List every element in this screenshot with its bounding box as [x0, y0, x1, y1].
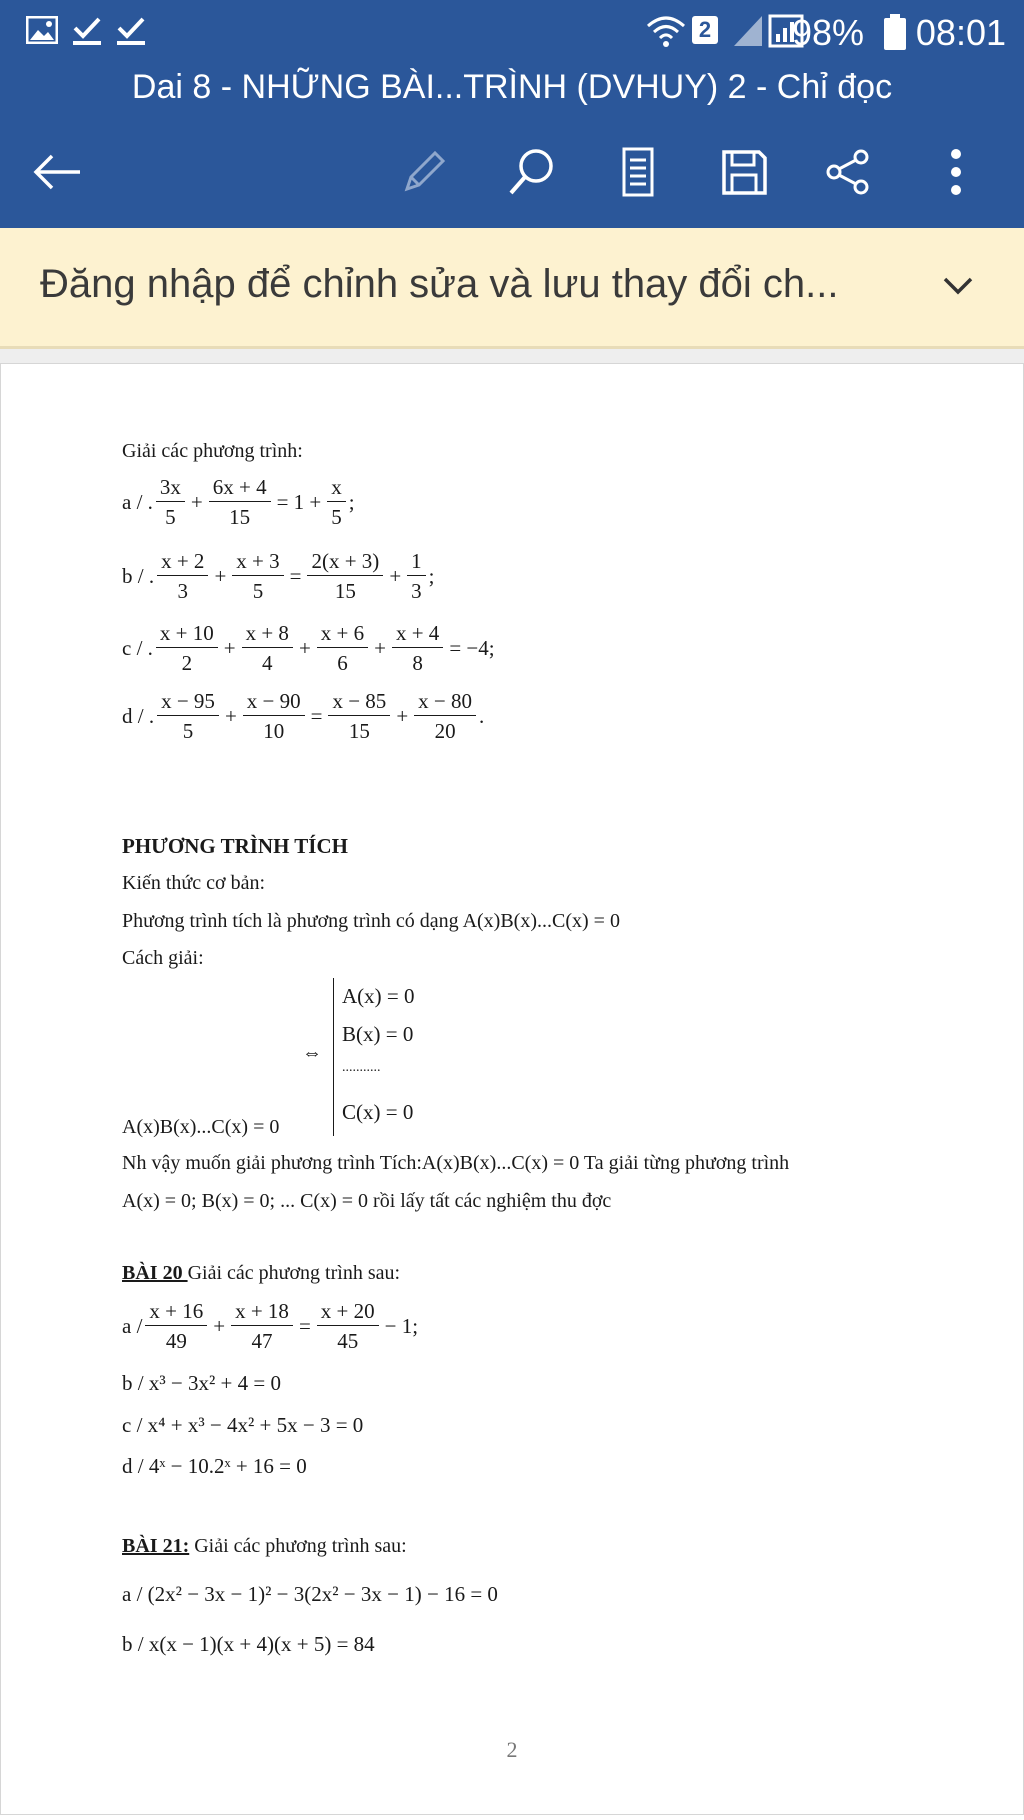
- numerator: x + 8: [242, 622, 293, 648]
- fraction: [317, 1300, 379, 1353]
- battery-percent: 98%: [791, 12, 864, 53]
- page-number: 2: [506, 1737, 518, 1762]
- save-button[interactable]: [712, 140, 776, 204]
- system-line: A(x) = 0: [342, 984, 415, 1008]
- denominator: 15: [348, 719, 370, 744]
- bai-21-label: BÀI 21:: [122, 1535, 190, 1557]
- numerator: x + 4: [392, 622, 443, 648]
- search-icon: [506, 146, 558, 198]
- share-button[interactable]: [816, 140, 880, 204]
- operator: +: [213, 1314, 226, 1339]
- battery-icon: [884, 14, 906, 50]
- bai-20-label: BÀI 20: [122, 1262, 188, 1284]
- back-arrow-icon: [30, 152, 82, 192]
- fraction: [242, 622, 293, 675]
- numerator: x − 85: [328, 690, 390, 716]
- operator: +: [224, 704, 237, 729]
- pencil-icon: [399, 147, 449, 197]
- document-title: Dai 8 - NHỮNG BÀI...TRÌNH (DVHUY) 2 - Chỉ đọc: [131, 68, 893, 106]
- operator: +: [396, 704, 409, 729]
- operator: =: [298, 1314, 311, 1339]
- label: a /: [122, 1314, 143, 1339]
- check-icon: [72, 16, 102, 46]
- operator: =: [310, 704, 323, 729]
- terminator: ;: [428, 564, 435, 589]
- numerator: x − 95: [157, 690, 219, 716]
- denominator: 47: [251, 1329, 273, 1354]
- numerator: x + 3: [232, 550, 283, 576]
- product-equation: A(x)B(x)...C(x) = 0: [122, 1116, 280, 1138]
- denominator: 15: [334, 579, 356, 604]
- label: c / .: [122, 636, 153, 661]
- search-button[interactable]: [500, 140, 564, 204]
- reading-view-button[interactable]: [606, 140, 670, 204]
- numerator: x: [327, 476, 346, 502]
- denominator: 5: [165, 505, 176, 530]
- terminator: ;: [348, 490, 355, 515]
- label: a / .: [122, 490, 153, 515]
- bai-21-b: b / x(x − 1)(x + 4)(x + 5) = 84: [122, 1632, 375, 1656]
- numerator: x + 20: [317, 1300, 379, 1326]
- denominator: 10: [263, 719, 285, 744]
- fraction: [145, 1300, 207, 1353]
- denominator: 2: [181, 651, 193, 676]
- numerator: x − 90: [243, 690, 305, 716]
- operator: +: [214, 564, 227, 589]
- terminator: .: [479, 704, 485, 729]
- system-line: C(x) = 0: [342, 1100, 414, 1124]
- wifi-icon: [646, 14, 686, 48]
- bai-20-d: d / 4ˣ − 10.2ˣ + 16 = 0: [122, 1454, 307, 1478]
- bai-20-title: Giải các phương trình sau:: [187, 1262, 401, 1284]
- save-icon: [719, 147, 769, 197]
- operator: +: [190, 490, 203, 515]
- edit-button[interactable]: [392, 140, 456, 204]
- fraction: [307, 550, 383, 603]
- check-icon: [116, 16, 146, 46]
- denominator: 8: [412, 651, 423, 676]
- numerator: x + 2: [157, 550, 208, 576]
- terminator: = −4;: [449, 636, 495, 661]
- operator: =: [289, 564, 302, 589]
- fraction: [243, 690, 305, 743]
- fraction: [231, 1300, 293, 1353]
- operator: +: [374, 636, 386, 661]
- denominator: 5: [182, 719, 194, 744]
- denominator: 3: [411, 579, 422, 604]
- fraction: [156, 476, 185, 529]
- numerator: x + 16: [145, 1300, 207, 1326]
- bai-21-heading: [122, 1535, 407, 1558]
- fraction: [327, 476, 346, 529]
- operator: +: [223, 636, 236, 661]
- numerator: 1: [407, 550, 426, 576]
- sim-badge: 2: [692, 16, 718, 44]
- chevron-down-icon[interactable]: [942, 276, 974, 296]
- denominator: 15: [229, 505, 251, 530]
- system-line: B(x) = 0: [342, 1022, 414, 1046]
- fraction: [414, 690, 476, 743]
- numerator: x + 18: [231, 1300, 293, 1326]
- basic-knowledge: Kiến thức cơ bản:: [122, 872, 266, 894]
- operator: = 1 +: [276, 490, 322, 515]
- denominator: 5: [252, 579, 264, 604]
- fraction: [407, 550, 426, 603]
- terminator: − 1;: [384, 1314, 419, 1339]
- more-options-icon: [948, 148, 964, 196]
- label: d / .: [122, 704, 155, 729]
- fraction: [209, 476, 271, 529]
- fraction: [232, 550, 283, 603]
- denominator: 5: [331, 505, 342, 530]
- fraction: [317, 622, 368, 675]
- fraction: [157, 690, 219, 743]
- bai-21-a: a / (2x² − 3x − 1)² − 3(2x² − 3x − 1) − 16 = 0: [122, 1582, 498, 1606]
- bai-20-a: [122, 1300, 421, 1353]
- bai-21-title: Giải các phương trình sau:: [189, 1535, 407, 1557]
- more-options-button[interactable]: [924, 140, 988, 204]
- fraction: [156, 622, 218, 675]
- intro-text: Giải các phương trình:: [122, 440, 303, 462]
- numerator: 3x: [156, 476, 185, 502]
- fraction: [392, 622, 443, 675]
- system-line: ...........: [342, 1060, 381, 1075]
- bai-20-heading: [122, 1262, 400, 1285]
- definition-text: Phương trình tích là phương trình có dạng A(x)B(x)...C(x) = 0: [122, 910, 620, 932]
- denominator: 6: [337, 651, 348, 676]
- bai-20-b: b / x³ − 3x² + 4 = 0: [122, 1371, 281, 1395]
- label: b / .: [122, 564, 155, 589]
- method-label: Cách giải:: [122, 947, 204, 969]
- numerator: x + 6: [317, 622, 368, 648]
- numerator: 2(x + 3): [307, 550, 383, 576]
- gallery-icon: [26, 16, 58, 44]
- page-gutter: [0, 349, 1024, 363]
- explanation-line-1: Nh vậy muốn giải phương trình Tích:A(x)B(x)...C(x) = 0 Ta giải từng phương trình: [122, 1152, 790, 1174]
- denominator: 49: [165, 1329, 187, 1354]
- problem-b: [122, 550, 435, 603]
- fraction: [157, 550, 208, 603]
- bai-20-c: c / x⁴ + x³ − 4x² + 5x − 3 = 0: [122, 1413, 364, 1437]
- denominator: 4: [262, 651, 273, 676]
- numerator: x − 80: [414, 690, 476, 716]
- operator: +: [389, 564, 402, 589]
- share-icon: [824, 148, 872, 196]
- section-heading: PHƯƠNG TRÌNH TÍCH: [122, 834, 348, 858]
- problem-c: [122, 622, 498, 675]
- reading-view-icon: [618, 146, 658, 198]
- sign-in-banner-text[interactable]: Đăng nhập để chỉnh sửa và lưu thay đổi ch...: [40, 262, 839, 306]
- denominator: 20: [434, 719, 456, 744]
- fraction: [328, 690, 390, 743]
- problem-d: [122, 690, 484, 743]
- clock: 08:01: [915, 12, 1006, 53]
- denominator: 45: [337, 1329, 359, 1354]
- status-bar: [0, 0, 1024, 64]
- equation-system: [333, 978, 474, 1136]
- operator: +: [298, 636, 311, 661]
- explanation-line-2: A(x) = 0; B(x) = 0; ... C(x) = 0 rồi lấy tất các nghiệm thu đợc: [122, 1190, 612, 1212]
- numerator: 6x + 4: [209, 476, 271, 502]
- denominator: 3: [177, 579, 189, 604]
- back-button[interactable]: [24, 140, 88, 204]
- problem-a: [122, 476, 355, 529]
- equivalence-arrow: ⇔: [302, 1042, 322, 1064]
- app-header: [0, 0, 1024, 228]
- numerator: x + 10: [156, 622, 218, 648]
